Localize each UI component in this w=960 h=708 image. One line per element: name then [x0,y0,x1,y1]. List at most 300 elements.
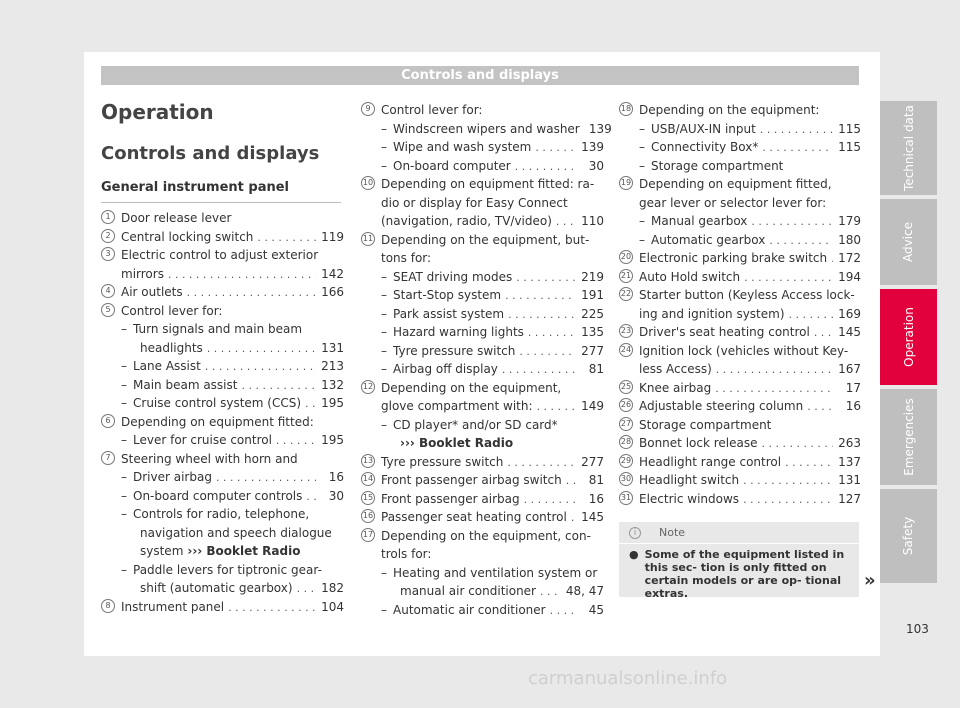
tab-operation[interactable] [880,289,937,385]
dash-icon: – [121,322,127,336]
legend-text: Steering wheel with horn and [121,451,298,466]
tab-label: Technical data [901,105,916,191]
legend-text: Electric control to adjust exterior [121,248,319,262]
page-reference[interactable]: 263 [838,436,861,450]
note-title: Note [659,526,686,539]
item-number-badge: 26 [619,398,633,412]
item-number-badge: 11 [361,232,375,246]
dot-leader [556,213,576,232]
dot-leader [760,121,833,140]
legend-text: headlights [140,340,203,355]
dot-leader [762,139,833,158]
legend-text: Lane Assist [133,359,201,373]
legend-text: Bonnet lock release [639,436,758,450]
page-reference[interactable]: 180 [838,232,861,247]
legend-line [121,376,344,395]
page-reference[interactable]: 127 [838,491,861,506]
legend-text: Door release lever [121,211,232,225]
dash-icon: – [381,417,387,432]
page-reference[interactable]: 30 [588,158,604,173]
page-reference[interactable]: 104 [321,599,344,614]
legend-item [619,490,861,509]
legend-line [121,302,344,321]
legend-line [381,508,604,527]
legend-text: Lever for cruise control [133,433,272,447]
dash-icon: – [381,288,387,302]
page-reference[interactable]: 17 [845,380,861,395]
page-reference[interactable]: 139 [581,140,604,154]
legend-line [121,431,344,450]
dash-icon: – [121,377,127,392]
dot-leader [297,580,316,599]
page-reference[interactable]: 166 [321,285,344,299]
page-reference[interactable]: 48, 47 [565,584,604,598]
dot-leader [744,269,833,288]
subsection-title: General instrument panel [101,180,290,195]
page-reference[interactable]: 81 [588,362,604,376]
legend-text: Windscreen wipers and washer [393,121,580,136]
legend-item [361,101,612,175]
tab-technical-data[interactable] [880,101,937,195]
dot-leader [716,361,833,380]
legend-line [381,249,604,268]
legend-line [381,342,604,361]
legend-line [381,379,604,398]
legend-item [619,175,861,249]
item-number-badge: 8 [101,599,115,613]
legend-line [639,379,861,398]
dot-leader [516,269,576,288]
legend-line [639,342,861,361]
legend-text: Adjustable steering column [639,399,804,413]
legend-line [121,487,344,506]
legend-text: Depending on equipment fitted, [639,177,832,191]
legend-line [639,212,861,231]
legend-text: Central locking switch [121,229,254,244]
dot-leader [187,284,316,303]
legend-item [619,434,861,453]
legend-text: trols for: [381,547,432,561]
dot-leader [228,599,316,618]
page-reference[interactable]: 16 [845,399,861,413]
legend-text: shift (automatic gearbox) [140,581,293,595]
page-reference[interactable]: 191 [581,288,604,302]
legend-text: Depending on the equipment, [381,380,562,395]
page-reference[interactable]: 135 [581,325,604,339]
legend-text: Automatic air conditioner [393,602,546,617]
legend-line [381,490,604,509]
legend-line [121,357,344,376]
dash-icon: – [381,362,387,376]
page-reference[interactable]: 195 [321,396,344,410]
legend-item [361,379,604,453]
legend-text: less Access) [639,362,712,376]
item-number-badge: 6 [101,414,115,428]
legend-item [619,416,861,435]
legend-line [639,397,861,416]
dash-icon: – [121,396,127,410]
legend-line [121,339,344,358]
dash-icon: – [381,121,387,136]
dash-icon: – [639,214,645,228]
legend-line [639,138,861,157]
item-number-badge: 30 [619,472,633,486]
legend-line [381,416,604,435]
legend-line [639,101,861,120]
legend-text: Depending on the equipment, but- [381,232,590,247]
legend-text: Headlight switch [639,473,740,487]
item-number-badge: 18 [619,102,633,116]
dot-leader [807,398,833,417]
item-number-badge: 15 [361,491,375,505]
dash-icon: – [639,121,645,136]
legend-text: Manual gearbox [651,214,748,228]
continue-arrow-icon: » [864,570,876,591]
legend-line [381,120,612,139]
legend-line [381,360,604,379]
dash-icon: – [639,158,645,173]
item-number-badge: 4 [101,284,115,298]
item-number-badge: 17 [361,528,375,542]
note-box [619,522,859,600]
dot-leader [528,324,576,343]
dot-leader [168,266,316,285]
legend-text: Headlight range control [639,454,782,469]
legend-line [381,527,604,546]
legend-column-3 [619,101,861,508]
legend-item [619,471,861,490]
legend-text: Park assist system [393,306,505,321]
legend-line [639,305,861,324]
item-number-badge: 3 [101,247,115,261]
item-number-badge: 19 [619,176,633,190]
legend-text: Airbag off display [393,362,498,376]
legend-item [361,508,604,527]
page-reference[interactable]: 131 [321,340,344,355]
legend-text: CD player* and/or SD card* [393,417,558,432]
legend-text: Hazard warning lights [393,325,524,339]
legend-item [361,527,604,620]
legend-line [121,246,344,265]
legend-item [101,283,344,302]
legend-text: Controls for radio, telephone, [133,507,310,521]
page-reference[interactable]: 145 [838,325,861,339]
legend-text: Ignition lock (vehicles without Key- [639,343,849,358]
dash-icon: – [381,325,387,339]
legend-item [101,302,344,413]
legend-text: navigation and speech dialogue [140,525,332,540]
legend-text: Auto Hold switch [639,269,741,284]
item-number-badge: 2 [101,229,115,243]
legend-item [619,453,861,472]
cross-reference-link[interactable]: ››› Booklet Radio [187,544,301,558]
legend-text: Passenger seat heating control [381,510,567,524]
page-reference[interactable]: 115 [838,121,861,136]
item-number-badge: 16 [361,509,375,523]
dash-icon: – [121,507,127,521]
legend-line [639,268,861,287]
item-number-badge: 13 [361,454,375,468]
page-reference[interactable]: 225 [581,306,604,321]
legend-line [381,564,604,583]
dash-icon: – [639,232,645,247]
cross-reference-link[interactable]: ››› Booklet Radio [400,436,514,450]
page-reference[interactable]: 30 [328,488,344,503]
legend-text: Automatic gearbox [651,232,766,247]
item-number-badge: 21 [619,269,633,283]
dot-leader [508,306,576,325]
legend-text: Tyre pressure switch [381,454,504,469]
legend-item [619,101,861,175]
dash-icon: – [121,488,127,503]
legend-text: Start-Stop system [393,288,502,302]
page-reference[interactable]: 277 [581,454,604,469]
dot-leader [785,454,833,473]
legend-text: USB/AUX-IN input [651,121,756,136]
legend-text: On-board computer controls [133,488,303,503]
legend-text: Wipe and wash system [393,140,532,154]
page-reference[interactable]: 172 [838,251,861,265]
title-divider [101,202,341,203]
tab-label: Advice [901,221,916,263]
legend-line [121,505,344,524]
legend-text: On-board computer [393,158,511,173]
legend-text: Tyre pressure switch [393,343,516,358]
tab-safety[interactable] [880,489,937,583]
legend-column-1 [101,209,344,616]
legend-line [639,490,861,509]
legend-line [639,416,861,435]
legend-line [639,471,861,490]
dot-leader [306,488,316,507]
item-number-badge: 31 [619,491,633,505]
item-number-badge: 24 [619,343,633,357]
dash-icon: – [121,562,127,577]
dot-leader [305,395,316,414]
legend-line [381,268,604,287]
legend-line [121,320,344,339]
legend-item [619,286,861,323]
page-reference[interactable]: 119 [321,229,344,244]
dot-leader [715,380,833,399]
item-number-badge: 5 [101,303,115,317]
legend-line [121,598,344,617]
dot-leader [743,472,833,491]
dot-leader [524,491,576,510]
dot-leader [205,358,316,377]
section-header: Controls and displays [101,66,859,85]
page-reference[interactable]: 149 [581,399,604,413]
legend-line [639,231,861,250]
legend-line [639,175,861,194]
legend-text: Front passenger airbag [381,491,520,506]
page-reference[interactable]: 139 [588,121,612,136]
legend-text: mirrors [121,266,164,281]
watermark: carmanualsonline.info [528,668,728,689]
legend-line [639,453,861,472]
legend-line [381,397,604,416]
legend-text: Depending on equipment fitted: ra- [381,177,595,191]
dash-icon: – [121,359,127,373]
page-reference[interactable]: 277 [581,343,604,358]
legend-line [381,286,604,305]
legend-line [639,157,861,176]
dash-icon: – [381,269,387,284]
legend-text: gear lever or selector lever for: [639,195,827,210]
dash-icon: – [381,602,387,617]
dash-icon: – [639,140,645,154]
dot-leader [550,602,576,621]
tab-label: Safety [901,516,916,556]
dot-leader [537,398,576,417]
item-number-badge: 27 [619,417,633,431]
legend-item [361,490,604,509]
page-reference[interactable]: 169 [838,306,861,321]
legend-line [381,601,604,620]
page-reference[interactable]: 179 [838,214,861,228]
page-reference[interactable]: 115 [838,140,861,154]
legend-item [101,246,344,283]
legend-line [121,209,344,228]
legend-line [381,101,604,120]
dash-icon: – [381,306,387,321]
dot-leader [515,158,576,177]
page-reference[interactable]: 194 [838,269,861,284]
item-number-badge: 12 [361,380,375,394]
dot-leader [216,469,316,488]
page-reference[interactable]: 142 [321,266,344,281]
legend-text: Control lever for: [121,303,223,318]
dot-leader [505,287,576,306]
dot-leader [761,435,833,454]
page-reference[interactable]: 219 [581,269,604,284]
page-reference[interactable]: 145 [581,510,604,524]
page-reference[interactable]: 195 [321,433,344,447]
legend-line [121,542,344,561]
item-number-badge: 14 [361,472,375,486]
dash-icon: – [121,433,127,447]
item-number-badge: 25 [619,380,633,394]
dot-leader [540,583,562,602]
legend-item [619,268,861,287]
dot-leader [831,250,833,269]
legend-text: Electric windows [639,491,740,506]
legend-text: Cruise control system (CCS) [133,396,302,410]
item-number-badge: 10 [361,176,375,190]
legend-line [639,194,861,213]
legend-line [381,175,604,194]
legend-item [619,342,861,379]
legend-text: Starter button (Keyless Access lock- [639,288,855,302]
legend-line [381,582,604,601]
dot-leader [507,454,576,473]
item-number-badge: 9 [361,102,375,116]
dash-icon: – [381,158,387,173]
page-reference[interactable]: 81 [588,473,604,487]
legend-line [381,453,604,472]
legend-item [361,471,604,490]
tab-advice[interactable] [880,199,937,285]
legend-line [381,157,604,176]
legend-item [101,598,344,617]
page-reference[interactable]: 16 [588,491,604,506]
item-number-badge: 23 [619,324,633,338]
page-reference[interactable]: 137 [838,454,861,469]
dash-icon: – [121,470,127,484]
dot-leader [535,139,576,158]
legend-text: Driver's seat heating control [639,325,810,339]
note-body [619,544,859,600]
legend-text: Storage compartment [639,417,772,432]
tab-label: Emergencies [901,398,916,476]
dash-icon: – [381,140,387,154]
legend-text: Knee airbag [639,380,712,395]
legend-text: Main beam assist [133,377,238,392]
legend-line [639,360,861,379]
item-number-badge: 20 [619,250,633,264]
legend-text: Connectivity Box* [651,140,759,154]
legend-line [639,323,861,342]
page-reference[interactable]: 16 [328,470,344,484]
dash-icon: – [381,343,387,358]
page-reference[interactable]: 182 [321,581,344,595]
legend-text: (navigation, radio, TV/video) [381,214,552,228]
legend-line [381,305,604,324]
legend-text: Front passenger airbag switch [381,473,562,487]
dash-icon: – [381,565,387,580]
note-header [619,522,859,544]
page-reference[interactable]: 131 [838,473,861,487]
legend-item [361,175,604,231]
legend-item [619,249,861,268]
legend-text: Electronic parking brake switch [639,251,828,265]
legend-text: glove compartment with: [381,399,533,413]
legend-item [101,450,344,598]
legend-text: Depending on the equipment, con- [381,528,591,543]
legend-text: system [140,544,184,558]
item-number-badge: 22 [619,287,633,301]
dot-leader [241,377,316,396]
legend-text: Instrument panel [121,599,225,614]
legend-line [121,394,344,413]
page-reference[interactable]: 132 [321,377,344,392]
legend-text: Depending on equipment fitted: [121,414,314,429]
legend-item [619,323,861,342]
page-reference[interactable]: 110 [581,214,604,228]
legend-text: dio or display for Easy Connect [381,195,568,210]
item-number-badge: 7 [101,451,115,465]
legend-line [639,434,861,453]
page-reference[interactable]: 45 [588,602,604,617]
dot-leader [769,232,833,251]
tab-emergencies[interactable] [880,389,937,485]
legend-line [381,434,604,453]
page-reference[interactable]: 213 [321,359,344,373]
legend-line [121,228,344,247]
legend-line [121,265,344,284]
legend-line [381,471,604,490]
legend-line [121,468,344,487]
legend-item [619,397,861,416]
legend-item [101,209,344,228]
item-number-badge: 1 [101,210,115,224]
dot-leader [502,361,576,380]
legend-item [101,228,344,247]
legend-column-2 [361,101,612,619]
page-reference[interactable]: 167 [838,362,861,376]
legend-line [639,249,861,268]
legend-line [121,561,344,580]
